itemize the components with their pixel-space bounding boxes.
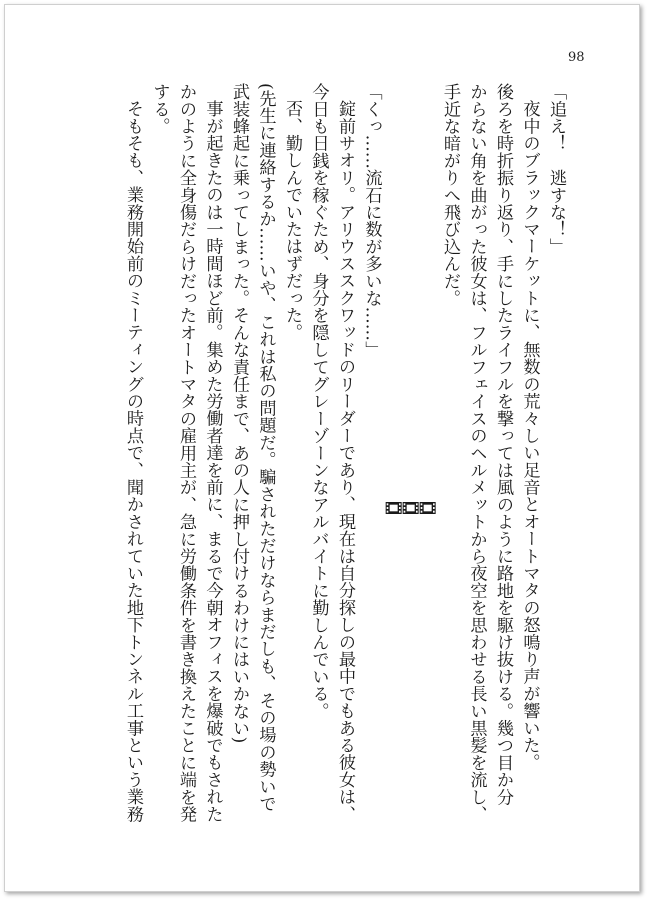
- paragraph-line: そもそも、業務開始前のミーティングの時点で、聞かされていた地下トンネル工事という業務: [123, 100, 143, 823]
- paragraph-line: 錠前サオリ。アリウススクワッドのリーダーであり、現在は自分探しの最中でもある彼女は、: [335, 100, 355, 823]
- scene-break: [385, 83, 437, 843]
- paragraph-line: する。: [149, 83, 170, 135]
- paragraph-line: 手近な暗がりへ飛び込んだ。: [440, 83, 460, 307]
- paragraph-line: (先生に連絡するか……いや、これは私の問題だ。騙されただけならまだしも、その場の勢いで: [255, 83, 276, 813]
- film-strip-icon: [402, 498, 419, 518]
- paragraph-line: 事が起きたのは一時間ほど前。集めた労働者達を前に、まるで今朝オフィスを爆破でもされた: [202, 100, 223, 823]
- vertical-body-text: [120, 83, 570, 843]
- paragraph-line: 今日も日銭を稼ぐため、身分を隠してグレーゾーンなアルバイトに勤しんでいる。: [308, 83, 329, 720]
- paragraph-line: 否、勤しんでいたはずだった。: [282, 100, 302, 341]
- paragraph-line: 「くっ……流石に数が多いな……」: [361, 83, 382, 359]
- film-strip-icon: [385, 498, 402, 518]
- paragraph-line: 「追え！ 逃すな！」: [546, 83, 566, 255]
- paragraph-line: 武装蜂起に乗ってしまった。そんな責任まで、あの人に押し付けるわけにはいかない): [229, 83, 249, 744]
- film-strip-icon: [419, 498, 436, 518]
- paragraph-line: 後ろを時折振り返り、手にしたライフルを撃っては風のように路地を駆け抜ける。幾つ目か分: [493, 83, 513, 806]
- paragraph-line: かのように全身傷だらけだったオートマタの雇用主が、急に労働条件を書き換えたことに端を発: [176, 83, 196, 823]
- page-number: 98: [568, 50, 585, 65]
- paragraph-line: 夜中のブラックマーケットに、無数の荒々しい足音とオートマタの怒鳴り声が響いた。: [519, 100, 540, 771]
- paragraph-line: からない角を曲がった彼女は、フルフェイスのヘルメットから夜空を思わせる長い黒髪を流し、: [466, 83, 487, 823]
- book-page: [4, 4, 640, 892]
